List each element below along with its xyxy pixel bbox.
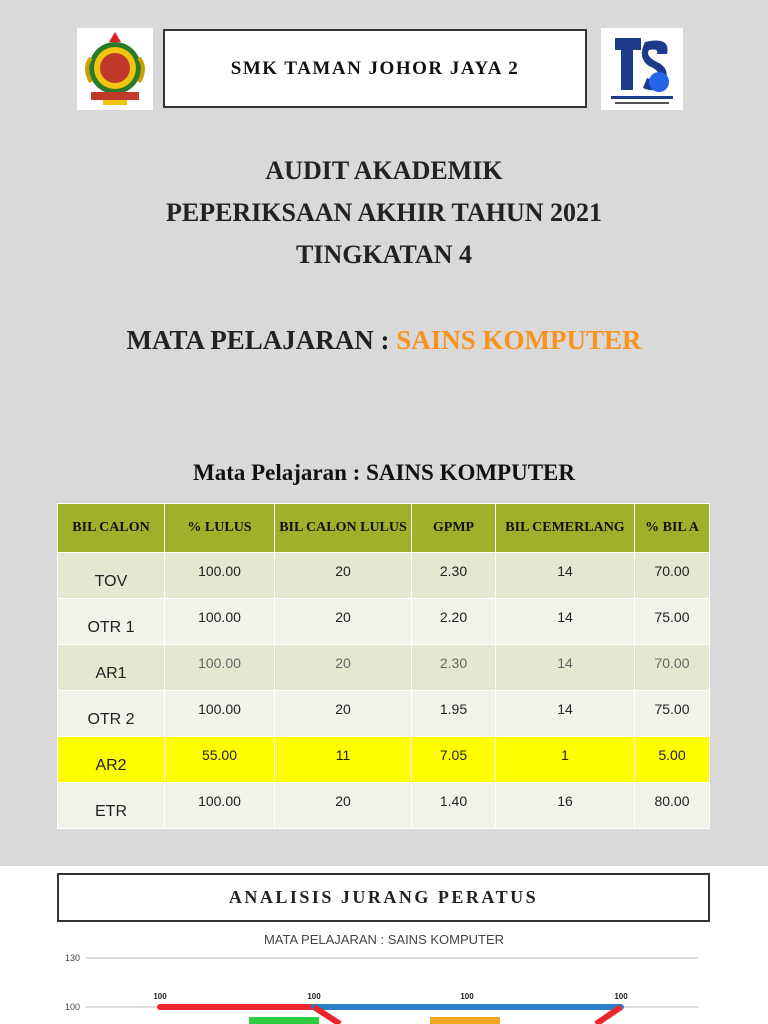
form-level: TINGKATAN 4 bbox=[296, 240, 472, 269]
cell: 75.00 bbox=[635, 599, 710, 645]
y-tick-label: 100 bbox=[64, 1002, 80, 1012]
cell: 5.00 bbox=[635, 737, 710, 783]
cell: 20 bbox=[275, 645, 412, 691]
school-name: SMK TAMAN JOHOR JAYA 2 bbox=[230, 57, 520, 79]
y-tick-label: 130 bbox=[64, 953, 80, 963]
cell: ETR bbox=[58, 783, 165, 829]
chart-title: MATA PELAJARAN : SAINS KOMPUTER bbox=[263, 932, 505, 947]
cell: AR2 bbox=[58, 737, 165, 783]
cell: 100.00 bbox=[165, 783, 275, 829]
analysis-title: ANALISIS JURANG PERATUS bbox=[228, 887, 539, 907]
bar-orange bbox=[430, 1017, 500, 1024]
cell: 80.00 bbox=[635, 783, 710, 829]
data-label: 100 bbox=[153, 992, 167, 1001]
exam-title: PEPERIKSAAN AKHIR TAHUN 2021 bbox=[165, 198, 603, 227]
table-row bbox=[58, 691, 710, 737]
cell: 2.30 bbox=[412, 553, 496, 599]
cell: 100.00 bbox=[165, 645, 275, 691]
cell: 14 bbox=[496, 553, 635, 599]
col-percent-bil-a: % BIL A bbox=[635, 504, 710, 553]
bar-green bbox=[249, 1017, 319, 1024]
col-bil-cemerlang: BIL CEMERLANG bbox=[496, 504, 635, 553]
crest-icon bbox=[77, 28, 153, 110]
audit-title: AUDIT AKADEMIK bbox=[265, 156, 503, 185]
data-label: 100 bbox=[307, 992, 321, 1001]
cell: 11 bbox=[275, 737, 412, 783]
cell: 14 bbox=[496, 645, 635, 691]
subject-heading bbox=[0, 325, 768, 356]
cell: 14 bbox=[496, 691, 635, 737]
cell: 2.30 bbox=[412, 645, 496, 691]
cell: 100.00 bbox=[165, 553, 275, 599]
cell: 55.00 bbox=[165, 737, 275, 783]
cell: 20 bbox=[275, 783, 412, 829]
cell: 70.00 bbox=[635, 645, 710, 691]
cell: 2.20 bbox=[412, 599, 496, 645]
cell: 70.00 bbox=[635, 553, 710, 599]
col-bil-calon: BIL CALON bbox=[58, 504, 165, 553]
school-crest-logo bbox=[77, 28, 153, 110]
ts25-logo-icon bbox=[601, 28, 683, 110]
table-title: Mata Pelajaran : SAINS KOMPUTER bbox=[192, 460, 576, 485]
anniversary-logo bbox=[601, 28, 683, 110]
cell: OTR 2 bbox=[58, 691, 165, 737]
cell: AR1 bbox=[58, 645, 165, 691]
cell: 1.40 bbox=[412, 783, 496, 829]
cell: 7.05 bbox=[412, 737, 496, 783]
cell: 20 bbox=[275, 599, 412, 645]
school-name-box bbox=[163, 29, 587, 108]
table-row-highlighted bbox=[58, 737, 710, 783]
cell: 100.00 bbox=[165, 599, 275, 645]
cell: OTR 1 bbox=[58, 599, 165, 645]
subject-value: SAINS KOMPUTER bbox=[396, 325, 642, 355]
cell: 20 bbox=[275, 553, 412, 599]
col-gpmp: GPMP bbox=[412, 504, 496, 553]
cell: TOV bbox=[58, 553, 165, 599]
cell: 16 bbox=[496, 783, 635, 829]
cell: 14 bbox=[496, 599, 635, 645]
col-bil-calon-lulus: BIL CALON LULUS bbox=[275, 504, 412, 553]
table-row bbox=[58, 783, 710, 829]
table-header-row bbox=[58, 504, 710, 553]
data-label: 100 bbox=[614, 992, 628, 1001]
cell: 1.95 bbox=[412, 691, 496, 737]
cell: 100.00 bbox=[165, 691, 275, 737]
cell: 20 bbox=[275, 691, 412, 737]
cell: 75.00 bbox=[635, 691, 710, 737]
data-label: 100 bbox=[460, 992, 474, 1001]
subject-label: MATA PELAJARAN : bbox=[126, 325, 390, 355]
gap-chart bbox=[0, 940, 768, 1024]
analysis-title-box bbox=[57, 873, 710, 922]
table-row bbox=[58, 645, 710, 691]
cell: 1 bbox=[496, 737, 635, 783]
table-row bbox=[58, 599, 710, 645]
table-row bbox=[58, 553, 710, 599]
col-percent-lulus: % LULUS bbox=[165, 504, 275, 553]
audit-table bbox=[57, 503, 710, 829]
